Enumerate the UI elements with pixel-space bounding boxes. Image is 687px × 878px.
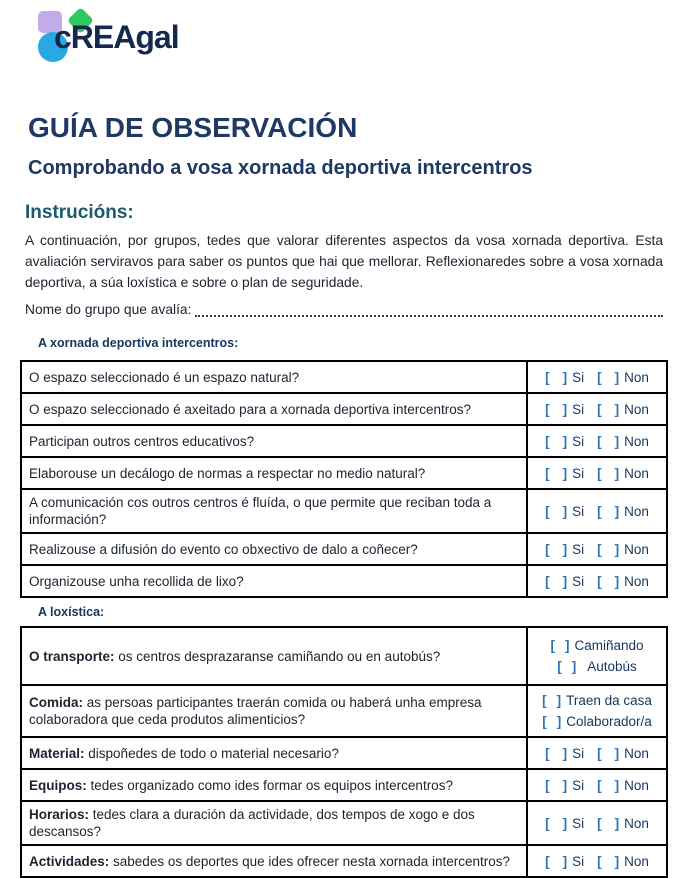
checkbox-bracket-icon: ]: [562, 573, 568, 589]
checkbox-bracket-icon: [: [545, 503, 550, 519]
checkbox-bracket-icon: [: [597, 853, 602, 869]
checkbox-bracket-icon: ]: [562, 465, 568, 481]
checkbox-option-traen-da-casa[interactable]: [542, 690, 652, 711]
checkbox-bracket-icon: [: [597, 777, 602, 793]
table-row: [21, 685, 667, 737]
answer-cell: [527, 533, 667, 565]
checkbox-option-si[interactable]: [545, 746, 584, 761]
checkbox-option-si[interactable]: [545, 816, 584, 831]
checkbox-bracket-icon: ]: [614, 369, 620, 385]
checkbox-option-non[interactable]: [597, 402, 649, 417]
table-row: [21, 533, 667, 565]
table-row: [21, 845, 667, 877]
question-cell: Organizouse unha recollida de lixo?: [21, 565, 527, 597]
section-label: A loxística:: [38, 605, 105, 619]
table-row: [21, 489, 667, 533]
checkbox-option-label: Si: [572, 465, 585, 481]
checkbox-bracket-icon: [: [545, 745, 550, 761]
checkbox-option-label: Si: [572, 815, 585, 831]
checkbox-option-label: Non: [624, 503, 649, 519]
table-row: [21, 801, 667, 845]
checkbox-bracket-icon: [: [545, 433, 550, 449]
answer-cell: [527, 627, 667, 685]
answer-cell: [527, 737, 667, 769]
checkbox-option-si[interactable]: [545, 574, 584, 589]
question-prefix: Actividades:: [29, 853, 110, 869]
checkbox-option-non[interactable]: [597, 466, 649, 481]
checkbox-bracket-icon: ]: [562, 433, 568, 449]
checkbox-bracket-icon: ]: [614, 503, 620, 519]
checkbox-option-non[interactable]: [597, 370, 649, 385]
group-name-field: [25, 302, 663, 317]
table-row: [21, 425, 667, 457]
answer-cell: [527, 801, 667, 845]
checkbox-bracket-icon: ]: [614, 815, 620, 831]
checkbox-bracket-icon: ]: [614, 777, 620, 793]
question-prefix: Material:: [29, 745, 85, 761]
question-cell: Comida: as persoas participantes traerán comida ou haberá unha empresa colaboradora que ceda produtos alimenticios?: [21, 685, 527, 737]
table-row: [21, 565, 667, 597]
instructions-heading: Instrucións:: [25, 202, 134, 223]
answer-cell: [527, 489, 667, 533]
checkbox-bracket-icon: [: [597, 369, 602, 385]
answer-cell: [527, 425, 667, 457]
checkbox-option-label: Non: [624, 745, 649, 761]
table-row: [21, 769, 667, 801]
page-subtitle: Comprobando a vosa xornada deportiva intercentros: [28, 157, 533, 179]
checkbox-option-label: Non: [624, 541, 649, 557]
questions-table: [20, 360, 668, 598]
question-cell: A comunicación cos outros centros é fluída, o que permite que reciban toda a información?: [21, 489, 527, 533]
question-prefix: Equipos:: [29, 777, 87, 793]
checkbox-bracket-icon: [: [597, 541, 602, 557]
checkbox-option-si[interactable]: [545, 778, 584, 793]
table-row: [21, 457, 667, 489]
checkbox-option-label: Si: [572, 503, 585, 519]
checkbox-option-label: Non: [624, 369, 649, 385]
checkbox-bracket-icon: [: [545, 401, 550, 417]
checkbox-bracket-icon: [: [550, 638, 555, 653]
table-row: [21, 627, 667, 685]
question-cell: Participan outros centros educativos?: [21, 425, 527, 457]
checkbox-bracket-icon: ]: [562, 853, 568, 869]
checkbox-bracket-icon: ]: [562, 745, 568, 761]
question-cell: Horarios: tedes clara a duración da actividade, dos tempos de xogo e dos descansos?: [21, 801, 527, 845]
checkbox-bracket-icon: [: [545, 465, 550, 481]
answer-cell: [527, 457, 667, 489]
checkbox-bracket-icon: [: [545, 777, 550, 793]
checkbox-bracket-icon: ]: [556, 714, 562, 729]
checkbox-option-non[interactable]: [597, 542, 649, 557]
checkbox-option-label: Traen da casa: [566, 693, 652, 708]
checkbox-bracket-icon: [: [557, 659, 562, 674]
checkbox-option-label: Non: [624, 573, 649, 589]
checkbox-option-label: Si: [572, 573, 585, 589]
checkbox-option-si[interactable]: [545, 434, 584, 449]
checkbox-option-label: Non: [624, 777, 649, 793]
checkbox-option-si[interactable]: [545, 504, 584, 519]
checkbox-option-label: Si: [572, 777, 585, 793]
checkbox-option-label: Non: [624, 433, 649, 449]
checkbox-option-si[interactable]: [545, 466, 584, 481]
answer-cell: [527, 845, 667, 877]
checkbox-option-label: Si: [572, 745, 585, 761]
checkbox-option-label: Si: [572, 853, 585, 869]
logo-text: cREAgal: [54, 19, 179, 55]
checkbox-option-non[interactable]: [597, 504, 649, 519]
checkbox-option-non[interactable]: [597, 816, 649, 831]
question-cell: Realizouse a difusión do evento co obxectivo de dalo a coñecer?: [21, 533, 527, 565]
checkbox-bracket-icon: ]: [556, 693, 562, 708]
question-cell: Elaborouse un decálogo de normas a respectar no medio natural?: [21, 457, 527, 489]
question-cell: Equipos: tedes organizado como ides formar os equipos intercentros?: [21, 769, 527, 801]
option-line: [532, 711, 662, 732]
checkbox-option-label: Si: [572, 433, 585, 449]
table-row: [21, 361, 667, 393]
checkbox-bracket-icon: [: [545, 853, 550, 869]
question-prefix: O transporte:: [29, 648, 115, 664]
checkbox-option-si[interactable]: [545, 542, 584, 557]
checkbox-bracket-icon: ]: [614, 401, 620, 417]
checkbox-bracket-icon: [: [597, 503, 602, 519]
checkbox-option-non[interactable]: [597, 854, 649, 869]
checkbox-option-label: Si: [572, 369, 585, 385]
checkbox-bracket-icon: [: [542, 693, 547, 708]
question-cell: O espazo seleccionado é un espazo natural?: [21, 361, 527, 393]
question-prefix: Comida:: [29, 695, 83, 710]
checkbox-bracket-icon: [: [597, 465, 602, 481]
checkbox-option-autob-s[interactable]: [557, 656, 637, 677]
checkbox-option-label: Non: [624, 853, 649, 869]
option-line: [532, 690, 662, 711]
section-label: A xornada deportiva intercentros:: [38, 336, 239, 350]
checkbox-bracket-icon: ]: [562, 401, 568, 417]
checkbox-option-non[interactable]: [597, 778, 649, 793]
table-row: [21, 393, 667, 425]
group-name-label: Nome do grupo que avalía:: [25, 302, 192, 317]
checkbox-option-si[interactable]: [545, 370, 584, 385]
checkbox-bracket-icon: ]: [571, 659, 577, 674]
section-xornada-deportiva: [20, 336, 668, 598]
question-cell: O transporte: os centros desprazaranse camiñando ou en autobús?: [21, 627, 527, 685]
checkbox-option-label: Si: [572, 541, 585, 557]
checkbox-option-label: Non: [624, 401, 649, 417]
checkbox-bracket-icon: ]: [562, 503, 568, 519]
page-title: GUÍA DE OBSERVACIÓN: [28, 112, 358, 143]
checkbox-option-cami-ando[interactable]: [550, 635, 643, 656]
checkbox-option-si[interactable]: [545, 854, 584, 869]
question-prefix: Horarios:: [29, 807, 90, 822]
answer-cell: [527, 685, 667, 737]
instructions-body: A continuación, por grupos, tedes que valorar diferentes aspectos da vosa xornada deportiva. Esta avaliación serviravos para saber os puntos que hai que mellorar. Reflexionaredes sobre a vosa xornada deportiva, a súa loxística e sobre o plan de seguridade.: [25, 233, 663, 290]
checkbox-bracket-icon: [: [597, 401, 602, 417]
checkbox-bracket-icon: [: [542, 714, 547, 729]
checkbox-option-non[interactable]: [597, 574, 649, 589]
question-cell: Material: dispoñedes de todo o material necesario?: [21, 737, 527, 769]
checkbox-bracket-icon: ]: [614, 745, 620, 761]
checkbox-bracket-icon: ]: [562, 815, 568, 831]
checkbox-option-non[interactable]: [597, 746, 649, 761]
answer-cell: [527, 565, 667, 597]
checkbox-bracket-icon: ]: [614, 573, 620, 589]
option-line: [532, 656, 662, 677]
checkbox-option-si[interactable]: [545, 402, 584, 417]
checkbox-bracket-icon: ]: [562, 541, 568, 557]
checkbox-bracket-icon: ]: [614, 541, 620, 557]
checkbox-bracket-icon: [: [597, 573, 602, 589]
question-cell: O espazo seleccionado é axeitado para a xornada deportiva intercentros?: [21, 393, 527, 425]
questions-table: [20, 626, 668, 878]
checkbox-bracket-icon: ]: [564, 638, 570, 653]
checkbox-option-label: Non: [624, 815, 649, 831]
checkbox-bracket-icon: [: [545, 815, 550, 831]
checkbox-bracket-icon: ]: [614, 465, 620, 481]
checkbox-bracket-icon: [: [545, 369, 550, 385]
checkbox-bracket-icon: [: [597, 815, 602, 831]
creagal-logo: [38, 8, 238, 64]
answer-cell: [527, 361, 667, 393]
checkbox-option-label: Non: [624, 465, 649, 481]
checkbox-bracket-icon: ]: [614, 853, 620, 869]
group-name-fill-line[interactable]: [195, 302, 663, 317]
checkbox-bracket-icon: ]: [614, 433, 620, 449]
table-row: [21, 737, 667, 769]
checkbox-option-label: Autobús: [587, 659, 637, 674]
option-line: [532, 635, 662, 656]
checkbox-option-label: Colaborador/a: [566, 714, 652, 729]
checkbox-bracket-icon: ]: [562, 369, 568, 385]
checkbox-option-label: Si: [572, 401, 585, 417]
checkbox-bracket-icon: [: [545, 541, 550, 557]
question-cell: Actividades: sabedes os deportes que ides ofrecer nesta xornada intercentros?: [21, 845, 527, 877]
checkbox-bracket-icon: ]: [562, 777, 568, 793]
section-loxistica: [20, 605, 668, 878]
checkbox-option-colaborador-a[interactable]: [542, 711, 652, 732]
answer-cell: [527, 393, 667, 425]
checkbox-option-label: Camiñando: [574, 638, 644, 653]
answer-cell: [527, 769, 667, 801]
checkbox-bracket-icon: [: [545, 573, 550, 589]
checkbox-bracket-icon: [: [597, 745, 602, 761]
checkbox-bracket-icon: [: [597, 433, 602, 449]
checkbox-option-non[interactable]: [597, 434, 649, 449]
